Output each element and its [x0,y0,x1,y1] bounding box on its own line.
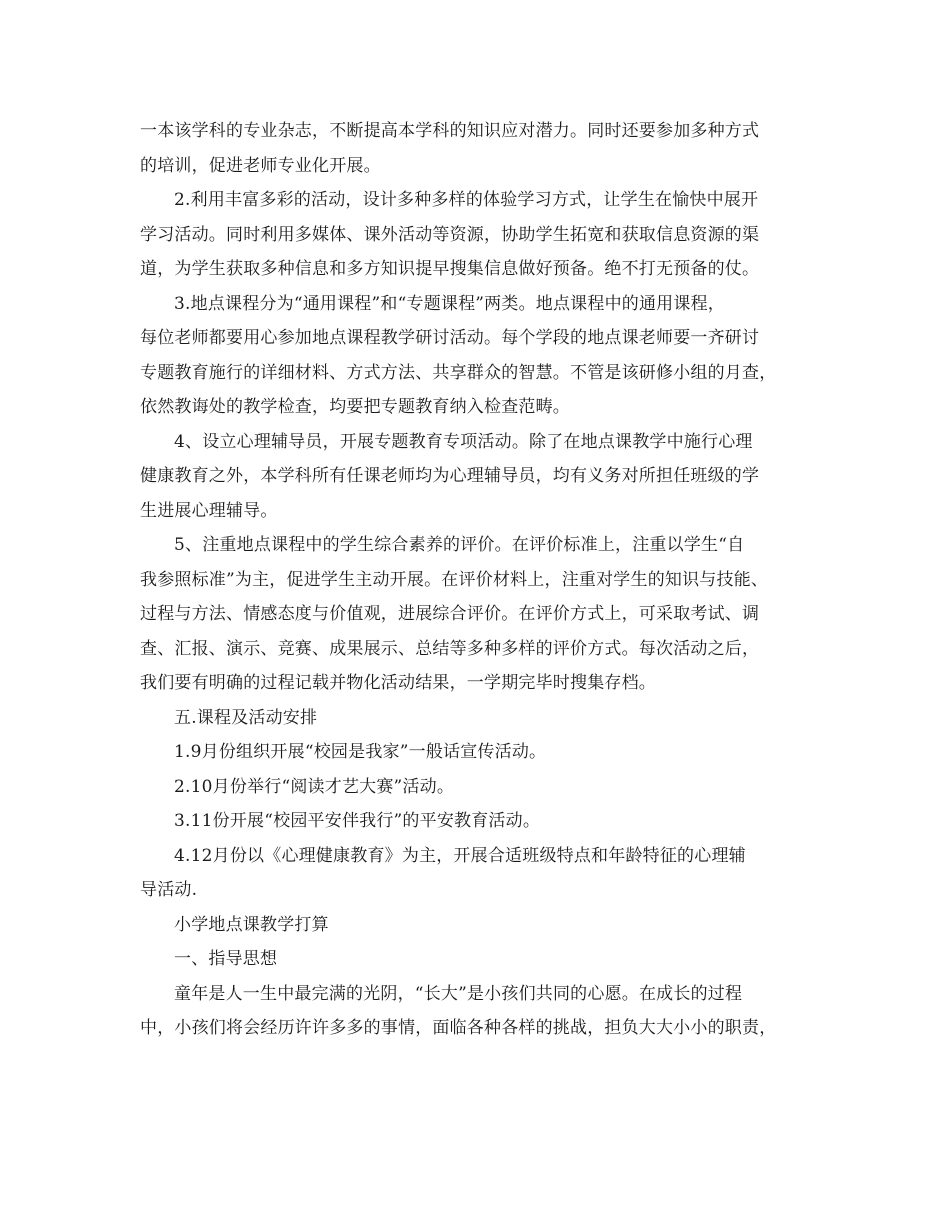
text-line: 导活动. [140,880,198,900]
text-line: 2.10月份举行“阅读才艺大赛”活动。 [174,776,455,797]
text-line: 4、设立心理辅导员，开展专题教育专项活动。除了在地点课教学中施行心理 [174,431,753,452]
text-line: 小学地点课教学打算 [174,914,329,935]
text-line: 五.课程及活动安排 [174,707,318,728]
text-line: 每位老师都要用心参加地点课程教学研讨活动。每个学段的地点课老师要一齐研讨 [140,328,760,348]
text-line: 3.地点课程分为“通用课程”和“专题课程”两类。地点课程中的通用课程， [174,293,725,314]
text-line: 一本该学科的专业杂志，不断提高本学科的知识应对潜力。同时还要参加多种方式 [140,121,760,141]
text-line: 专题教育施行的详细材料、方式方法、共享群众的智慧。不管是该研修小组的月查， [140,362,777,383]
text-line: 2.利用丰富多彩的活动，设计多种多样的体验学习方式，让学生在愉快中展开 [174,190,759,210]
text-line: 学习活动。同时利用多媒体、课外活动等资源，协助学生拓宽和获取信息资源的渠 [140,224,760,245]
text-line: 一、指导思想 [174,949,278,969]
text-line: 5、注重地点课程中的学生综合素养的评价。在评价标准上，注重以学生“自 [174,535,745,555]
text-line: 1.9月份组织开展“校园是我家”一般话宣传活动。 [174,742,547,762]
text-line: 中，小孩们将会经历许许多多的事情，面临各种各样的挑战，担负大大小小的职责， [140,1018,777,1038]
text-line: 我们要有明确的过程记载并物化活动结果，一学期完毕时搜集存档。 [140,673,656,693]
text-line: 我参照标准”为主，促进学生主动开展。在评价材料上，注重对学生的知识与技能、 [140,569,769,590]
text-line: 健康教育之外，本学科所有任课老师均为心理辅导员，均有义务对所担任班级的学 [140,466,760,486]
text-line: 童年是人一生中最完满的光阴，“长大”是小孩们共同的心愿。在成长的过程 [174,983,743,1004]
text-line: 4.12月份以《心理健康教育》为主，开展合适班级特点和年龄特征的心理辅 [174,845,746,866]
text-line: 依然教诲处的教学检查，均要把专题教育纳入检查范畴。 [140,397,570,417]
document-body [140,114,820,1046]
text-line: 查、汇报、演示、竞赛、成果展示、总结等多种多样的评价方式。每次活动之后， [140,638,760,659]
text-line: 的培训，促进老师专业化开展。 [140,155,381,176]
text-line: 过程与方法、情感态度与价值观，进展综合评价。在评价方式上，可采取考试、调 [140,604,760,624]
text-line: 生进展心理辅导。 [140,500,278,521]
text-line: 道，为学生获取多种信息和多方知识提早搜集信息做好预备。绝不打无预备的仗。 [140,259,760,279]
text-line: 3.11份开展“校园平安伴我行”的平安教育活动。 [174,811,541,831]
